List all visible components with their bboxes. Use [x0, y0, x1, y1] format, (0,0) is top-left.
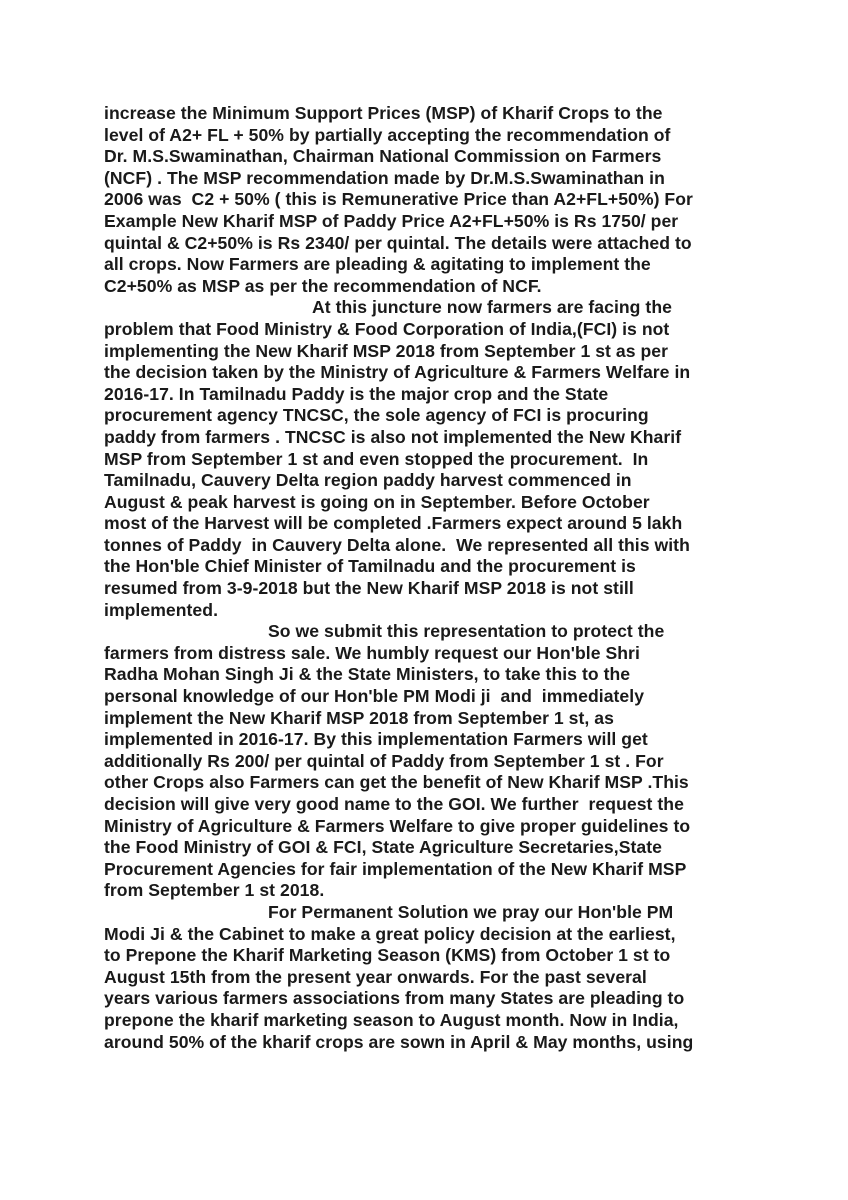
text-line: Example New Kharif MSP of Paddy Price A2+FL+50% is Rs 1750/ per — [104, 210, 679, 231]
text-line: 2016-17. In Tamilnadu Paddy is the major crop and the State — [104, 383, 609, 404]
text-line: 2006 was C2 + 50% ( this is Remunerative Price than A2+FL+50%) For — [104, 189, 693, 210]
text-line: tonnes of Paddy in Cauvery Delta alone. We represented all this with — [104, 534, 690, 555]
text-line: decision will give very good name to the GOI. We further request the — [104, 794, 684, 814]
text-line: increase the Minimum Support Prices (MSP) of Kharif Crops to the — [104, 103, 663, 123]
text-line: MSP from September 1 st and even stopped the procurement. In — [104, 448, 649, 469]
text-line: farmers from distress sale. We humbly request our Hon'ble Shri — [104, 642, 640, 663]
text-line: Procurement Agencies for fair implementation of the New Kharif MSP — [104, 858, 687, 879]
text-line: C2+50% as MSP as per the recommendation of NCF. — [104, 275, 542, 296]
text-line: Modi Ji & the Cabinet to make a great policy decision at the earliest, — [104, 923, 676, 944]
text-line: Dr. M.S.Swaminathan, Chairman National Commission on Farmers — [104, 146, 662, 167]
text-line: implemented. — [104, 599, 219, 620]
paragraph-start-line: For Permanent Solution we pray our Hon'ble PM — [268, 901, 674, 922]
text-line: quintal & C2+50% is Rs 2340/ per quintal. The details were attached to — [104, 232, 692, 253]
body-text — [104, 103, 804, 1053]
text-line: Radha Mohan Singh Ji & the State Ministers, to take this to the — [104, 664, 631, 685]
text-line: implemented in 2016-17. By this implementation Farmers will get — [104, 729, 648, 750]
text-line: August & peak harvest is going on in September. Before October — [104, 491, 650, 512]
text-line: to Prepone the Kharif Marketing Season (KMS) from October 1 st to — [104, 945, 671, 966]
text-line: paddy from farmers . TNCSC is also not implemented the New Kharif — [104, 426, 682, 447]
text-line: from September 1 st 2018. — [104, 880, 325, 901]
text-line: around 50% of the kharif crops are sown in April & May months, using — [104, 1031, 694, 1052]
text-line: most of the Harvest will be completed .Farmers expect around 5 lakh — [104, 513, 683, 534]
text-line: resumed from 3-9-2018 but the New Kharif MSP 2018 is not still — [104, 578, 634, 599]
text-line: implement the New Kharif MSP 2018 from September 1 st, as — [104, 707, 614, 728]
text-line: (NCF) . The MSP recommendation made by Dr.M.S.Swaminathan in — [104, 167, 665, 188]
text-line: personal knowledge of our Hon'ble PM Modi ji and immediately — [104, 686, 645, 707]
text-line: additionally Rs 200/ per quintal of Paddy from September 1 st . For — [104, 750, 664, 771]
text-line: the Hon'ble Chief Minister of Tamilnadu and the procurement is — [104, 556, 636, 577]
text-line: other Crops also Farmers can get the benefit of New Kharif MSP .This — [104, 772, 689, 793]
paragraph-start-line: So we submit this representation to protect the — [268, 621, 665, 642]
text-line: the Food Ministry of GOI & FCI, State Agriculture Secretaries,State — [104, 837, 662, 858]
text-line: problem that Food Ministry & Food Corporation of India,(FCI) is not — [104, 318, 670, 339]
text-line: Tamilnadu, Cauvery Delta region paddy harvest commenced in — [104, 470, 632, 491]
text-line: implementing the New Kharif MSP 2018 from September 1 st as per — [104, 340, 669, 361]
text-line: Ministry of Agriculture & Farmers Welfare to give proper guidelines to — [104, 815, 691, 836]
text-line: the decision taken by the Ministry of Agriculture & Farmers Welfare in — [104, 362, 691, 383]
text-line: years various farmers associations from many States are pleading to — [104, 988, 685, 1009]
text-line: all crops. Now Farmers are pleading & agitating to implement the — [104, 254, 651, 275]
text-line: August 15th from the present year onwards. For the past several — [104, 966, 647, 987]
text-line: prepone the kharif marketing season to August month. Now in India, — [104, 1009, 679, 1030]
paragraph-start-line: At this juncture now farmers are facing the — [312, 297, 672, 318]
text-line: level of A2+ FL + 50% by partially accepting the recommendation of — [104, 124, 671, 145]
text-line: procurement agency TNCSC, the sole agency of FCI is procuring — [104, 405, 649, 426]
